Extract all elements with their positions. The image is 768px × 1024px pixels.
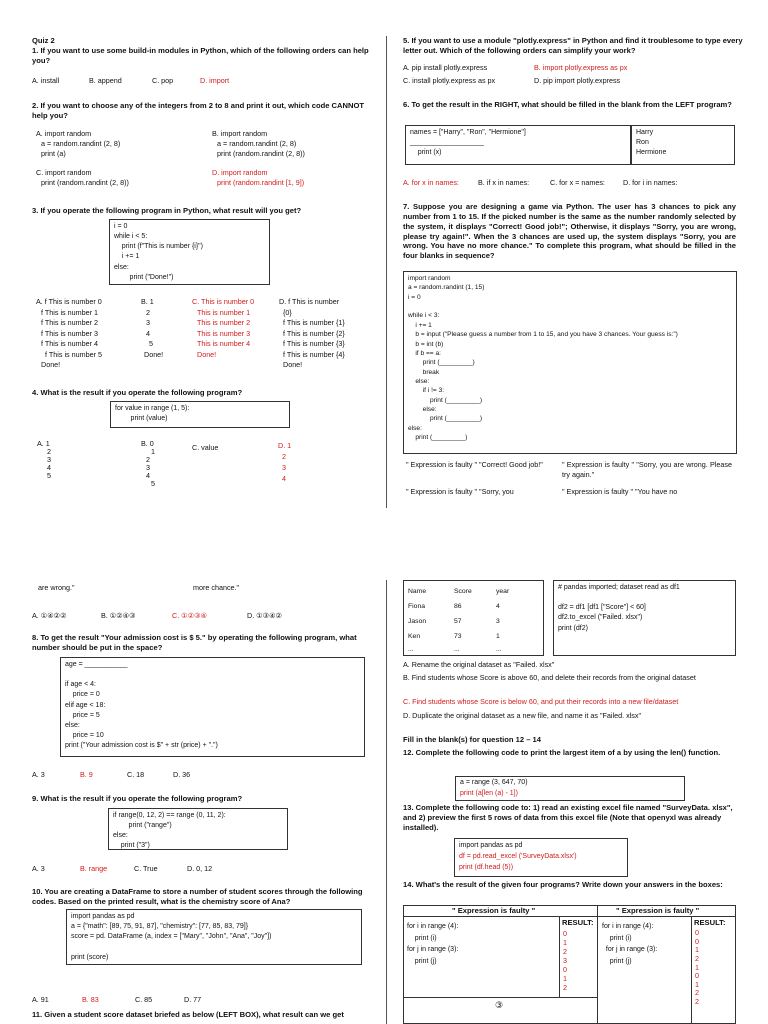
q8-option-d: D. 36 (173, 770, 191, 779)
q2-option-b: B. import random a = random.randint (2, 8) print (random.randint (2, 8)) (212, 129, 305, 158)
fill-blank-heading: Fill in the blank(s) for question 12 – 14 (403, 735, 541, 744)
q2-option-c: C. import random print (random.randint (2, 8)) (36, 168, 129, 187)
q8-option-c: C. 18 (127, 770, 145, 779)
q11-option-c: C. Find students whose Score is below 60, and put their records into a new file/dataset (403, 697, 679, 706)
q8-code-box: age = ___________ if age < 4: price = 0 elif age < 18: price = 5 else: price = 10 print ("Your admission cost is $" + str (price) + ".") (60, 657, 365, 757)
q6-option-a: A. for x in names: (403, 178, 459, 187)
q3-option-b: B. 1 2 3 4 5 Done! (141, 297, 164, 359)
question-3: 3. If you operate the following program in Python, what result will you get? (32, 206, 302, 215)
q14-program-2: for i in range (4): print (i) for j in range (3): print (j) (602, 923, 658, 965)
q4-option-d: D. 1 2 3 4 (278, 441, 292, 484)
q4-option-c: C. value (192, 443, 219, 452)
q9-option-a: A. 3 (32, 864, 45, 873)
q4-code-box: for value in range (1, 5): print (value) (110, 401, 290, 428)
q7-option-d: D. ①③④② (247, 611, 282, 620)
q14-result-col-1 (559, 916, 560, 997)
q14-lower-rule (403, 997, 597, 998)
q14-header-right: " Expression is faulty " (616, 906, 700, 915)
q11-code-box: # pandas imported; dataset read as df1 df2 = df1 [df1 ["Score"] < 60] df2.to_excel ("Failed. xlsx") print (df2) (553, 580, 736, 656)
q7-answer-4: " Expression is faulty " "You have no (562, 487, 678, 496)
q5-option-a: A. pip install plotly.express (403, 63, 488, 72)
q6-code-box: names = ["Harry", "Ron", "Hermione"] ___________________ print (x) (405, 125, 631, 165)
q14-result-col-2 (691, 916, 692, 1024)
q6-option-c: C. for x = names: (550, 178, 605, 187)
q14-result-values-2: 0 0 1 2 1 0 1 2 2 (695, 928, 699, 1007)
q12-code-box: a = range (3, 647, 70) print (a[len (a) - 1]) (455, 776, 685, 801)
q3-code-box: i = 0 while i < 5: print (f"This is number {i}") i += 1 else: print ("Done!") (109, 219, 270, 285)
question-12: 12. Complete the following code to print the largest item of a by using the len() function. (403, 748, 721, 757)
q10-code-box: import pandas as pd a = {"math": [89, 75, 91, 87], "chemistry": [77, 85, 83, 79]} score = pd. DataFrame (a, index = ["Mary", "John", "Ana", "Joy"]) print (score) (66, 909, 362, 965)
q5-option-d: D. pip import plotly.express (534, 76, 621, 85)
q9-option-b: B. range (80, 864, 108, 873)
question-13: 13. Complete the following code to: 1) read an existing excel file named "SurveyData. xlsx", and 2) preview the first 5 rows of data from this excel file (Note that openyxl was already installed). (403, 803, 733, 832)
q10-option-b: B. 83 (82, 995, 99, 1004)
q14-result-values-1: 0 1 2 3 0 1 2 (563, 929, 567, 993)
question-9: 9. What is the result if you operate the following program? (32, 794, 243, 803)
q9-code-box: if range(0, 12, 2) == range (0, 11, 2): print ("range") else: print ("3") (108, 808, 288, 850)
question-5: 5. If you want to use a module "plotly.express" in Python and find it troublesome to type every letter out. Which of the following orders can simplify your work? (403, 36, 743, 55)
q11-dataset-box (403, 580, 544, 656)
question-4: 4. What is the result if you operate the following program? (32, 388, 243, 397)
q14-header-left: " Expression is faulty " (452, 906, 536, 915)
question-10: 10. You are creating a DataFrame to store a number of student scores through the following codes. Based on the printed result, what is the chemistry score of Ana? (32, 887, 363, 906)
q6-option-b: B. if x in names: (478, 178, 530, 187)
q9-option-d: D. 0, 12 (187, 864, 213, 873)
q1-option-a: A. install (32, 76, 60, 85)
q7-option-b: B. ①②④③ (101, 611, 136, 620)
page-gap (0, 520, 768, 580)
q1-option-c: C. pop (152, 76, 174, 85)
column-divider (386, 580, 387, 1024)
q13-answer-1: df = pd.read_excel ('SurveyData.xlsx') (459, 853, 577, 861)
q13-answer-2: print (df.head (5)) (459, 864, 514, 872)
quiz-title: Quiz 2 (32, 36, 55, 45)
q8-option-a: A. 3 (32, 770, 45, 779)
q11-dataset-table: Name Score year Fiona 86 4 Jason 57 3 Ken 73 1 ... ... ... (408, 588, 510, 653)
q3-option-c: C. This is number 0 This is number 1 This is number 2 This is number 3 This is number 4 Done! (192, 297, 255, 359)
q1-option-d: D. import (200, 76, 230, 85)
q5-option-b: B. import plotly.express as px (534, 63, 628, 72)
q7-option-a: A. ①④②② (32, 611, 67, 620)
q6-output-box: Harry Ron Hermione (631, 125, 735, 165)
question-14: 14. What's the result of the given four programs? Write down your answers in the boxes: (403, 880, 723, 889)
question-6: 6. To get the result in the RIGHT, what should be filled in the blank from the LEFT program? (403, 100, 732, 109)
q6-option-d: D. for i in names: (623, 178, 678, 187)
q12-answer: print (a[len (a) - 1]) (460, 789, 518, 797)
column-divider (386, 36, 387, 508)
q4-option-a: A. 1 2 3 4 5 (37, 439, 51, 481)
q14-result-label-1: RESULT: (562, 918, 594, 927)
q10-option-d: D. 77 (184, 995, 202, 1004)
q3-option-a: A. f This is number 0 f This is number 1 f This is number 2 f This is number 3 f This is number 4 f This is number 5 Done! (36, 297, 102, 369)
q5-option-c: C. install plotly.express as px (403, 76, 496, 85)
q11-option-b: B. Find students whose Score is above 60, and delete their records from the original dataset (403, 673, 696, 682)
q2-option-d: D. import random print (random.randint [1, 9]) (212, 168, 305, 187)
q7-answer-2: " Expression is faulty " "Sorry, you are wrong. Please try again." (562, 460, 732, 479)
q7-answer-1: " Expression is faulty " "Correct! Good job!" (406, 460, 543, 469)
question-1: 1. If you want to use some build-in modules in Python, which of the following orders can help you? (32, 46, 369, 65)
q7-tail-2: more chance." (193, 583, 240, 592)
q7-answer-3: " Expression is faulty " "Sorry, you (406, 487, 514, 496)
q4-option-b: B. 0 1 2 3 4 5 (141, 439, 155, 489)
q14-grid-divider (597, 905, 598, 1024)
q11-option-a: A. Rename the original dataset as "Failed. xlsx" (403, 660, 555, 669)
q9-option-c: C. True (134, 864, 158, 873)
q14-program-1: for i in range (4): print (i) for j in range (3): print (j) (407, 923, 459, 965)
page-2 (0, 580, 768, 1024)
q7-code-box: import random a = random.randint (1, 15) i = 0 while i < 3: i += 1 b = input ("Please guess a number from 1 to 15, and you have 3 chances. Your guess is:") b = int (b) if b == a: print (_________) break else: if i != 3: print (_________) else: print (_________) else: print (_________) (403, 271, 737, 454)
q3-option-d: D. f This is number {0} f This is number {1} f This is number {2} f This is number {3} f This is number {4} Done! (279, 297, 345, 369)
q13-code-box: import pandas as pd df = pd.read_excel ('SurveyData.xlsx') print (df.head (5)) (454, 838, 628, 877)
q2-option-a: A. import random a = random.randint (2, 8) print (a) (36, 129, 121, 158)
q10-option-a: A. 91 (32, 995, 49, 1004)
q7-tail-1: are wrong." (38, 583, 75, 592)
q7-option-c: C. ①②③④ (172, 611, 207, 620)
q1-option-b: B. append (89, 76, 122, 85)
question-2: 2. If you want to choose any of the integers from 2 to 8 and print it out, which code CANNOT help you? (32, 101, 365, 120)
q14-header-rule (403, 916, 736, 917)
q8-option-b: B. 9 (80, 770, 93, 779)
q11-option-d: D. Duplicate the original dataset as a new file, and name it as "Failed. xlsx" (403, 711, 642, 720)
q14-circled-number: ③ (495, 1000, 504, 1010)
question-8: 8. To get the result "Your admission cost is $ 5." by operating the following program, what number should be put in the space? (32, 633, 357, 652)
question-7: 7. Suppose you are designing a game via Python. The user has 3 chances to pick any number from 1 to 15. If the picked number is the same as the number randomly selected by the system, it displays "Correct! Good job!"; Otherwise, it displays "Sorry, you are wrong, please try again!". When the 3 chances are used up, the system displays "Sorry, you are wrong. You have no more chance." To complete this program, what should be filled in the four blanks in sequence? (403, 202, 736, 261)
q14-result-label-2: RESULT: (694, 918, 726, 927)
question-11: 11. Given a student score dataset briefed as below (LEFT BOX), what result can we get (32, 1010, 344, 1019)
q10-option-c: C. 85 (135, 995, 153, 1004)
